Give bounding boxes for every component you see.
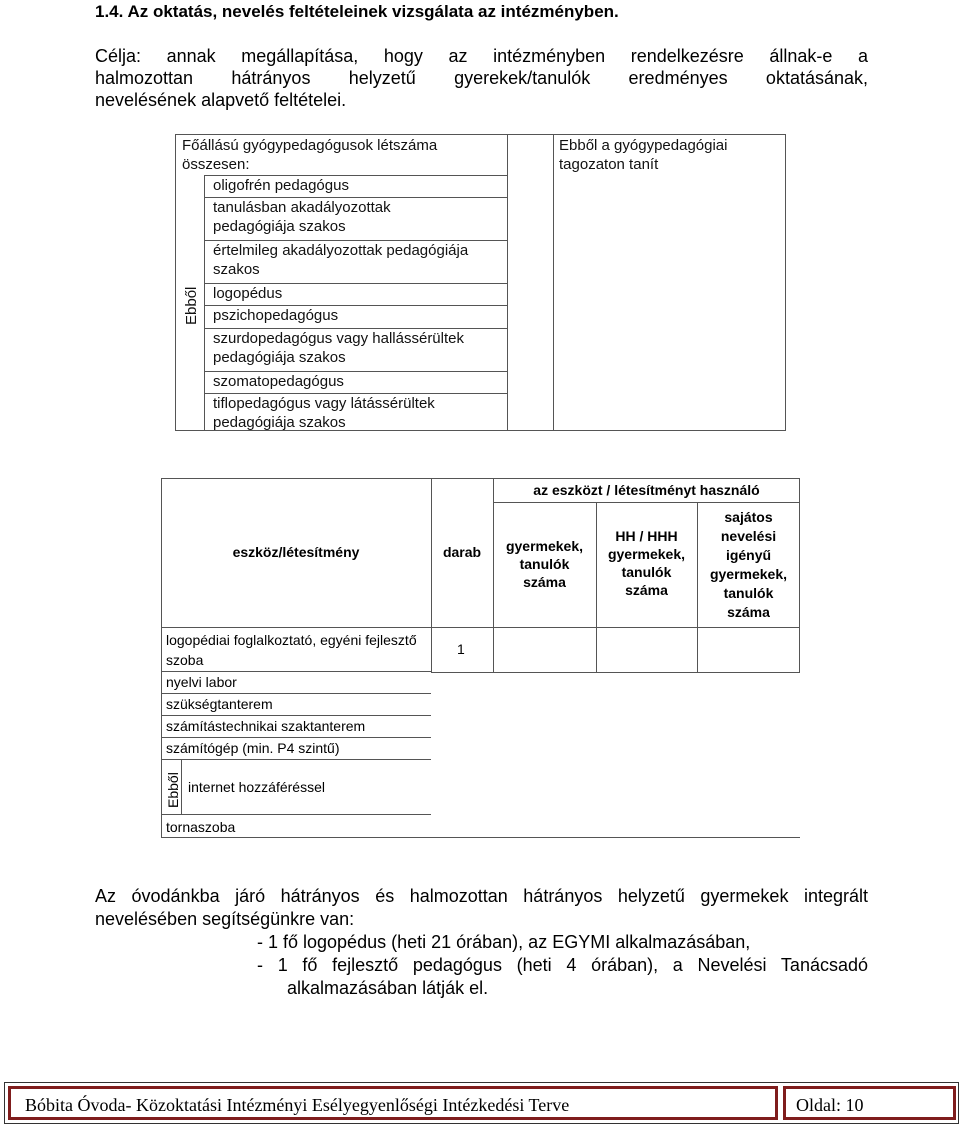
row-logopediai: logopédiai foglalkoztató, egyéni fejlesztő szoba: [166, 632, 417, 668]
row-szurdo: szurdopedagógus vagy hallássérültek pedagógiája szakos: [213, 330, 464, 366]
row-tornaszoba: tornaszoba: [166, 819, 236, 835]
users-group-header: az eszközt / létesítményt használó: [533, 482, 760, 498]
side-label-ebbol: Ebből: [183, 286, 200, 325]
support-paragraph: [95, 885, 868, 931]
row-nyelvi-labor: nyelvi labor: [166, 674, 237, 690]
facilities-table: [161, 478, 800, 838]
row-internet: internet hozzáféréssel: [188, 779, 325, 795]
footer-title: Bóbita Óvoda- Közoktatási Intézményi Esélyegyenlőségi Intézkedési Terve: [25, 1095, 570, 1115]
bullet-fejleszto-cont: alkalmazásában látják el.: [287, 978, 489, 998]
col-hh-hhh: HH / HHH gyermekek, tanulók száma: [607, 528, 686, 598]
row-szomato: szomatopedagógus: [213, 373, 344, 390]
staff-total-label: Főállású gyógypedagógusok létszáma összesen:: [182, 137, 438, 173]
row-logopedus: logopédus: [213, 285, 283, 302]
col-facility: eszköz/létesítmény: [232, 544, 360, 560]
para-line-1: Az óvodánkba járó hátrányos és halmozottan hátrányos helyzetű gyermekek integrált: [95, 886, 868, 906]
staff-table: [175, 134, 786, 431]
intro-line-1: Célja: annak megállapítása, hogy az intézményben rendelkezésre állnak-e a: [95, 46, 868, 66]
row-szamitogep: számítógép (min. P4 szintű): [166, 740, 340, 756]
row-szuksegtanterem: szükségtanterem: [166, 696, 273, 712]
intro-paragraph: [95, 45, 868, 111]
special-section-label: Ebből a gyógypedagógiai tagozaton tanít: [559, 137, 728, 173]
row-pszicho: pszichopedagógus: [213, 307, 339, 324]
row-tiflo: tiflopedagógus vagy látássérültek pedagógiája szakos: [213, 395, 435, 431]
row-tanulasban: tanulásban akadályozottak pedagógiája szakos: [213, 199, 391, 235]
para-line-2: nevelésében segítségünkre van:: [95, 909, 355, 929]
col-count: darab: [442, 544, 482, 560]
row-oligofren: oligofrén pedagógus: [213, 177, 349, 194]
side-label-ebbol-2: Ebből: [165, 772, 181, 808]
section-heading: 1.4. Az oktatás, nevelés feltételeinek vizsgálata az intézményben.: [95, 2, 619, 21]
page-footer: [4, 1082, 959, 1124]
row-szamitastechnikai: számítástechnikai szaktanterem: [166, 718, 366, 734]
intro-line-2: halmozottan hátrányos helyzetű gyerekek/tanulók eredményes oktatásának,: [95, 68, 868, 88]
bullet-fejleszto: - 1 fő fejlesztő pedagógus (heti 4 órában), a Nevelési Tanácsadó: [257, 955, 868, 975]
row-ertelmileg: értelmileg akadályozottak pedagógiája szakos: [213, 242, 469, 278]
row-logopediai-count: 1: [457, 641, 465, 657]
intro-line-3: nevelésének alapvető feltételei.: [95, 90, 347, 110]
col-children: gyermekek, tanulók száma: [505, 538, 584, 590]
col-sni: sajátos nevelési igényű gyermekek, tanulók száma: [709, 509, 788, 620]
bullet-logopedus: - 1 fő logopédus (heti 21 órában), az EGYMI alkalmazásában,: [257, 932, 751, 952]
page-number: Oldal: 10: [796, 1095, 864, 1115]
